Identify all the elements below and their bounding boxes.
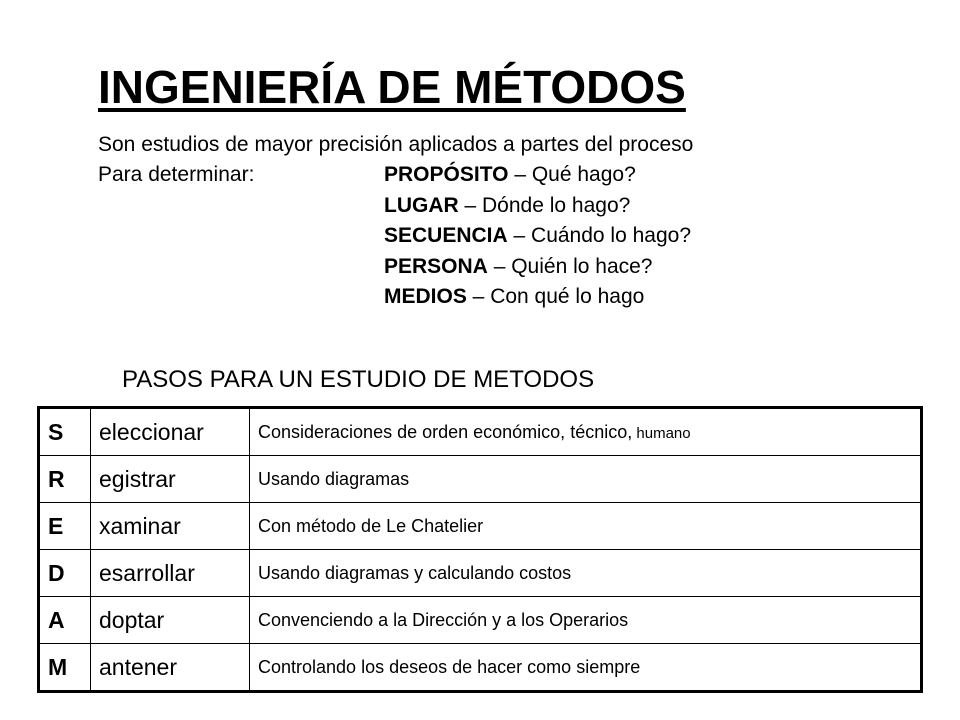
purposes-lead: Para determinar: [98,163,255,186]
step-description-text: Consideraciones de orden económico, técnico, [258,421,633,442]
purposes-list [384,160,691,313]
purpose-question: – Cuándo lo hago? [507,224,692,247]
step-letter: A [39,597,91,644]
step-description: Convenciendo a la Dirección y a los Operarios [250,597,922,644]
step-letter: D [39,550,91,597]
intro-text: Son estudios de mayor precisión aplicados a partes del proceso [98,133,694,156]
table-row [39,456,922,503]
purpose-question: – Dónde lo hago? [458,193,631,217]
table-row [39,408,922,456]
step-letter: R [39,456,91,503]
step-word: egistrar [91,456,250,503]
table-row [39,597,922,644]
purpose-item [384,252,691,283]
table-row [39,503,922,550]
purpose-item [384,191,691,222]
purpose-item [384,221,691,252]
purpose-term: PROPÓSITO [384,163,509,186]
step-description-small: humano [632,424,691,442]
step-description: Con método de Le Chatelier [250,503,922,550]
steps-heading: PASOS PARA UN ESTUDIO DE METODOS [122,366,595,393]
purpose-question: – Qué hago? [508,163,636,186]
step-word: doptar [91,597,250,644]
page-title: INGENIERÍA DE MÉTODOS [98,61,686,113]
purpose-item [384,282,691,313]
step-word: eleccionar [91,408,250,456]
step-description: Controlando los deseos de hacer como siempre [250,644,922,692]
step-description: Usando diagramas [250,456,922,503]
purpose-question: – Con qué lo hago [466,285,645,308]
step-word: xaminar [91,503,250,550]
steps-table [37,406,923,693]
table-row [39,550,922,597]
purpose-term: LUGAR [384,193,459,217]
purpose-term: PERSONA [384,254,488,278]
step-letter: S [39,408,91,456]
purpose-item [384,160,691,191]
step-letter: M [39,644,91,692]
step-word: esarrollar [91,550,250,597]
purpose-term: MEDIOS [384,285,467,308]
purpose-question: – Quién lo hace? [487,254,653,278]
purpose-term: SECUENCIA [384,224,508,247]
table-row [39,644,922,692]
step-description: Usando diagramas y calculando costos [250,550,922,597]
step-word: antener [91,644,250,692]
step-description [250,408,922,456]
step-letter: E [39,503,91,550]
